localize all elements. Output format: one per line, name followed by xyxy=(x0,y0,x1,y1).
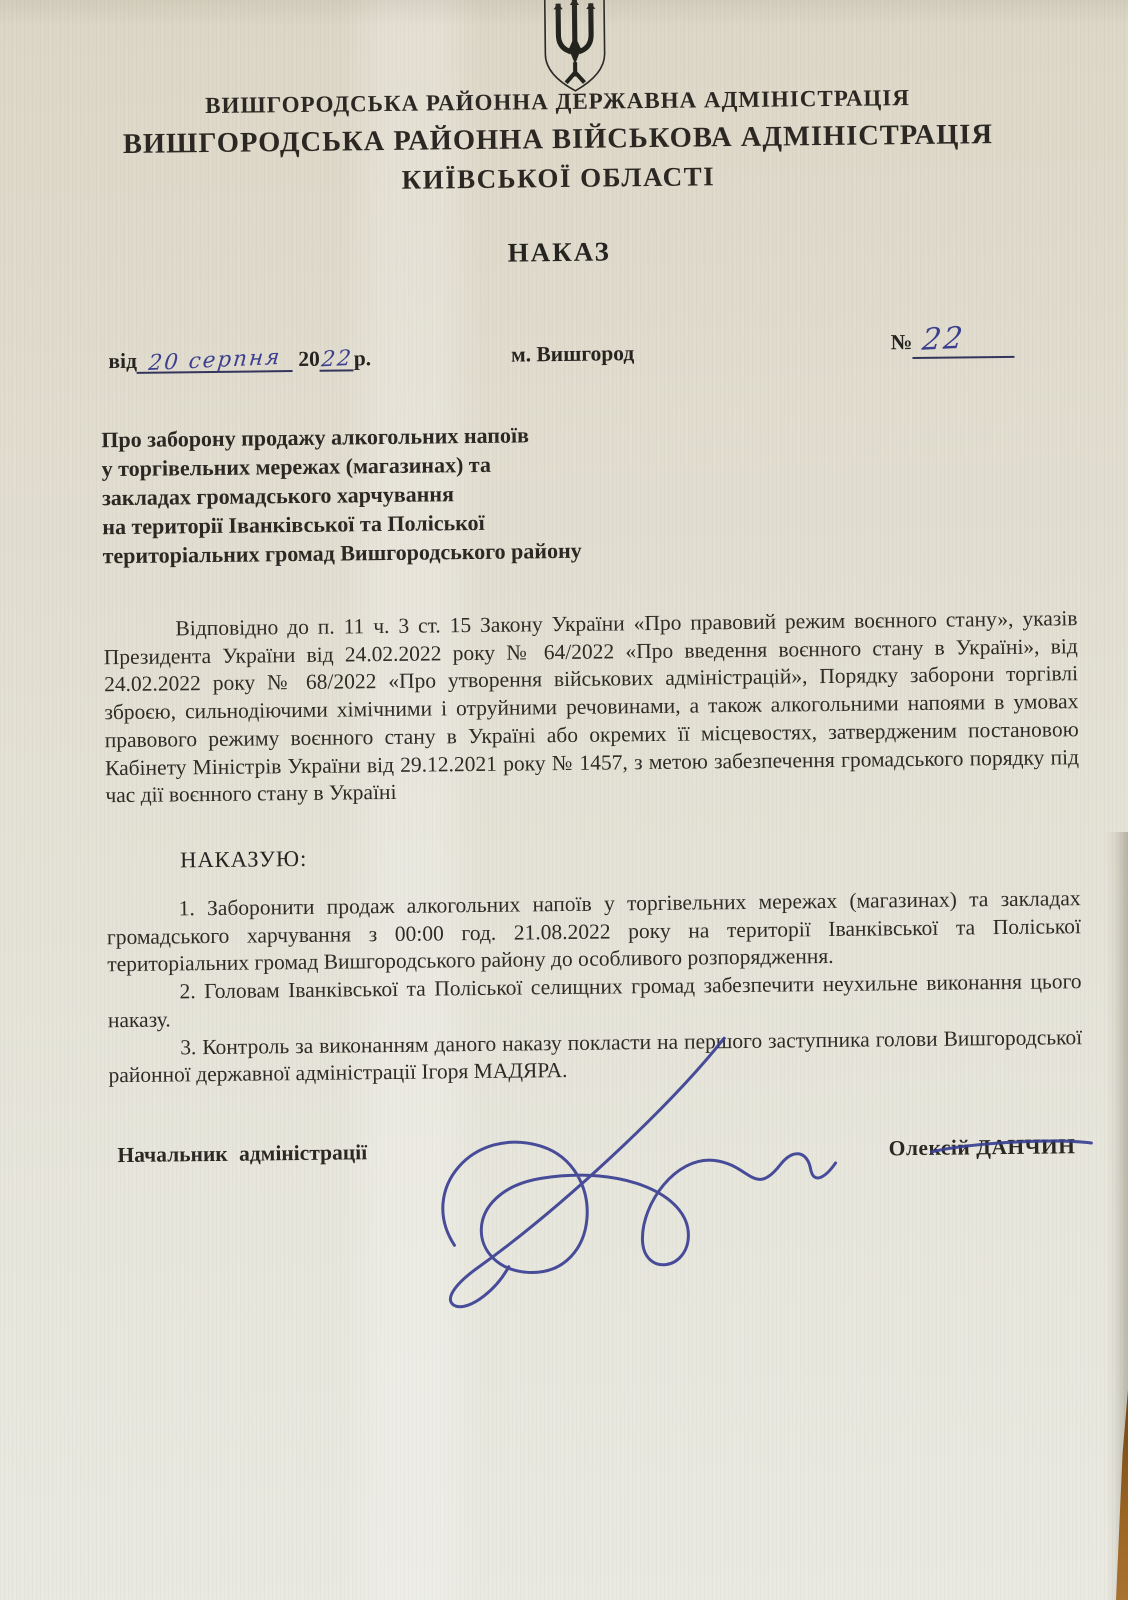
year-suffix-label: р. xyxy=(353,345,372,370)
subject-line: територіальних громад Вишгородського району xyxy=(102,537,582,569)
subject-line: Про заборону продажу алкогольних напоїв xyxy=(101,422,530,453)
header-line-military-administration: ВИШГОРОДСЬКА РАЙОННА ВІЙСЬКОВА АДМІНІСТРАЦІЯ xyxy=(122,119,994,160)
photo-top-shading xyxy=(0,0,1128,26)
year-printed-label: 20 xyxy=(298,346,320,371)
preamble-paragraph-wrap xyxy=(103,605,1079,810)
date-prefix-label: від xyxy=(108,348,138,373)
handwritten-number: 22 xyxy=(920,320,967,358)
order-item-3: 3. Контроль за виконанням даного наказу покласти на першого заступника голови Вишгородської районної державної адміністрації Ігоря МАДЯРА. xyxy=(108,1024,1083,1088)
subject-block xyxy=(101,420,582,570)
signer-name: Олексій ДАНЧИН xyxy=(888,1134,1076,1161)
order-word: НАКАЗУЮ: xyxy=(179,845,308,873)
header-line-oblast: КИЇВСЬКОЇ ОБЛАСТІ xyxy=(401,161,716,195)
number-field xyxy=(890,320,1014,359)
date-field xyxy=(108,346,371,374)
handwritten-signature xyxy=(354,1022,1117,1316)
date-number-row xyxy=(108,320,1066,378)
handwritten-year: 22 xyxy=(319,345,354,372)
order-item-2: 2. Головам Іванківської та Поліської селищних громад забезпечити неухильне виконання цього наказу. xyxy=(107,969,1082,1033)
number-label: № xyxy=(890,330,913,355)
document-title: НАКАЗ xyxy=(507,236,611,268)
subject-line: у торгівельних мережах (магазинах) та xyxy=(101,451,492,482)
handwritten-date: 20 серпня xyxy=(147,344,283,376)
place-label: м. Вишгород xyxy=(510,341,635,367)
preamble-paragraph: Відповідно до п. 11 ч. 3 ст. 15 Закону України «Про правовий режим воєнного стану», указів Президента України від 24.02.2022 року № 64/2022 «Про введення воєнного стану в Україні», від 24.02.2022 року № 68/2022 «Про утворення військових адміністрацій», Порядку заборони торгівлі зброєю, сильнодіючими хімічними і отруйними речовинами, а також алкогольними напоями в умовах правового режиму воєнного стану в Україні або окремих її місцевостях, затвердженим постановою Кабінету Міністрів України від 29.12.2021 року № 1457, з метою забезпечення громадського порядку під час дії воєнного стану в Україні xyxy=(103,606,1080,808)
subject-line: на території Іванківської та Поліської xyxy=(102,509,485,540)
order-item-1: 1. Заборонити продаж алкогольних напоїв у торгівельних мережах (магазинах) та закладах громадського харчування з 00:00 год. 21.08.2022 року на території Іванківської та Поліської територіальних громад Вишгородського району до особливого розпорядження. xyxy=(106,886,1082,977)
subject-line: закладах громадського харчування xyxy=(101,481,455,511)
signer-position-title: Начальник адміністрації xyxy=(117,1140,368,1168)
header-line-state-administration: ВИШГОРОДСЬКА РАЙОННА ДЕРЖАВНА АДМІНІСТРАЦІЯ xyxy=(205,85,911,119)
